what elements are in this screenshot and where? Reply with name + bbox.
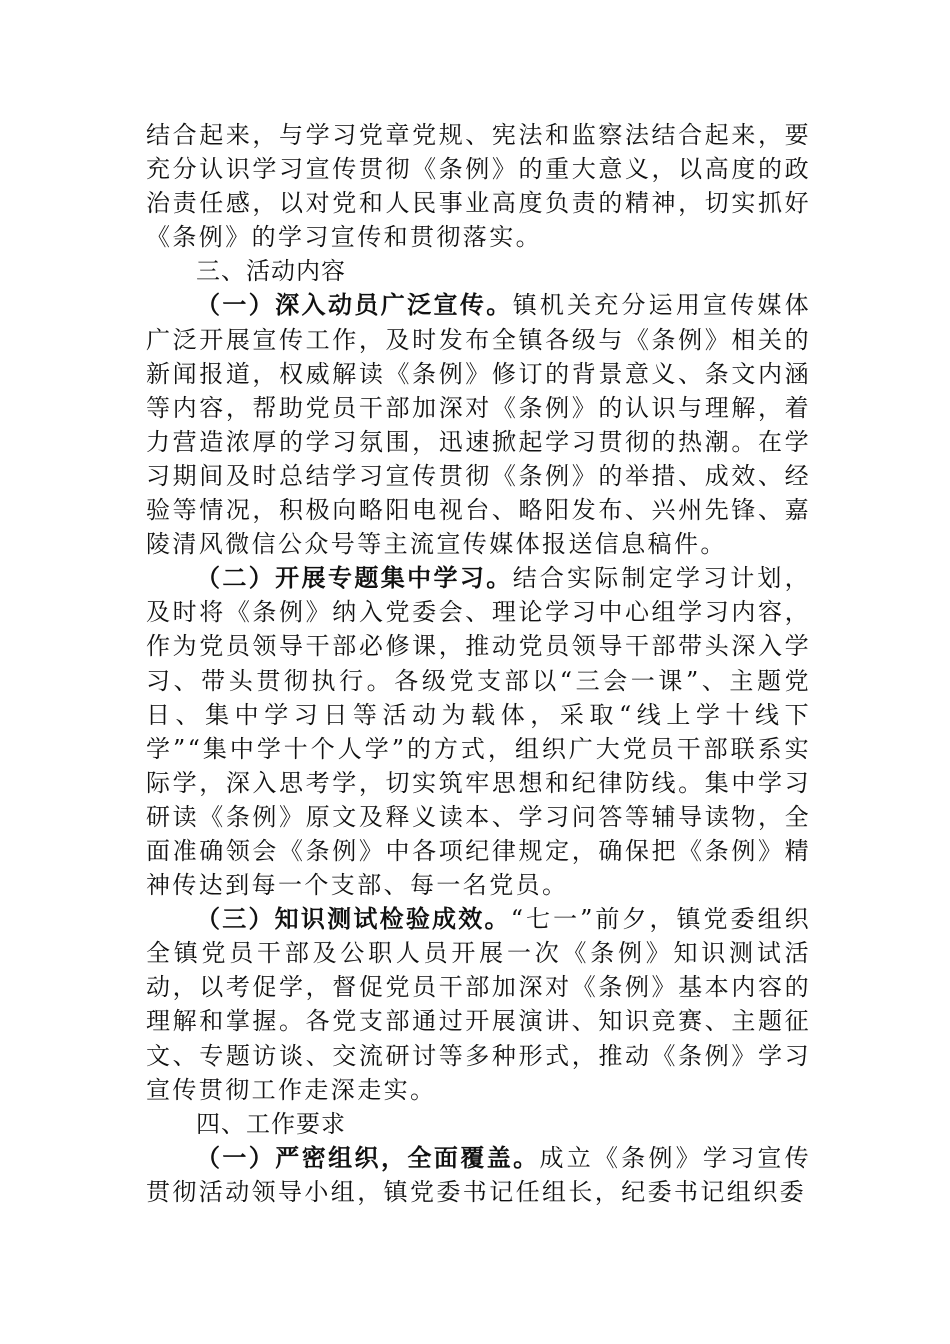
document-page (146, 118, 811, 1209)
paragraph-organization (146, 1141, 811, 1209)
paragraph-lead: （二）开展专题集中学习。 (196, 564, 513, 593)
paragraph-text: 成立《条例》学习宣传贯彻活动领导小组，镇党委书记任组长，纪委书记组织委 (146, 1143, 811, 1206)
paragraph-lead: （一）严密组织，全面覆盖。 (196, 1143, 540, 1172)
paragraph-text: 镇机关充分运用宣传媒体广泛开展宣传工作，及时发布全镇各级与《条例》相关的新闻报道，权威解读《条例》修订的背景意义、条文内涵等内容，帮助党员干部加深对《条例》的认识与理解，着力营造浓厚的学习氛围，迅速掀起学习贯彻的热潮。在学习期间及时总结学习宣传贯彻《条例》的举措、成效、经验等情况，积极向略阳电视台、略阳发布、兴州先锋、嘉陵清风微信公众号等主流宣传媒体报送信息稿件。 (146, 291, 811, 559)
paragraph-text: “七一”前夕，镇党委组织全镇党员干部及公职人员开展一次《条例》知识测试活动，以考促学，督促党员干部加深对《条例》基本内容的理解和掌握。各党支部通过开展演讲、知识竞赛、主题征文、专题访谈、交流研讨等多种形式，推动《条例》学习宣传贯彻工作走深走实。 (146, 905, 812, 1104)
intro-paragraph: 结合起来，与学习党章党规、宪法和监察法结合起来，要充分认识学习宣传贯彻《条例》的重大意义，以高度的政治责任感，以对党和人民事业高度负责的精神，切实抓好《条例》的学习宣传和贯彻落实。 (146, 121, 811, 252)
paragraph-lead: （三）知识测试检验成效。 (196, 905, 511, 934)
paragraph-lead: （一）深入动员广泛宣传。 (196, 291, 513, 320)
paragraph-publicity (146, 288, 811, 561)
paragraph-focused-study (146, 561, 811, 902)
section-heading-work-requirements: 四、工作要求 (196, 1109, 346, 1138)
paragraph-knowledge-test (146, 902, 811, 1107)
section-heading-activity-content: 三、活动内容 (196, 257, 346, 286)
paragraph-text: 结合实际制定学习计划，及时将《条例》纳入党委会、理论学习中心组学习内容，作为党员领导干部必修课，推动党员领导干部带头深入学习、带头贯彻执行。各级党支部以“三会一课”、主题党日、集中学习日等活动为载体，采取“线上学十线下学”“集中学十个人学”的方式，组织广大党员干部联系实际学，深入思考学，切实筑牢思想和纪律防线。集中学习研读《条例》原文及释义读本、学习问答等辅导读物，全面准确领会《条例》中各项纪律规定，确保把《条例》精神传达到每一个支部、每一名党员。 (146, 564, 811, 900)
